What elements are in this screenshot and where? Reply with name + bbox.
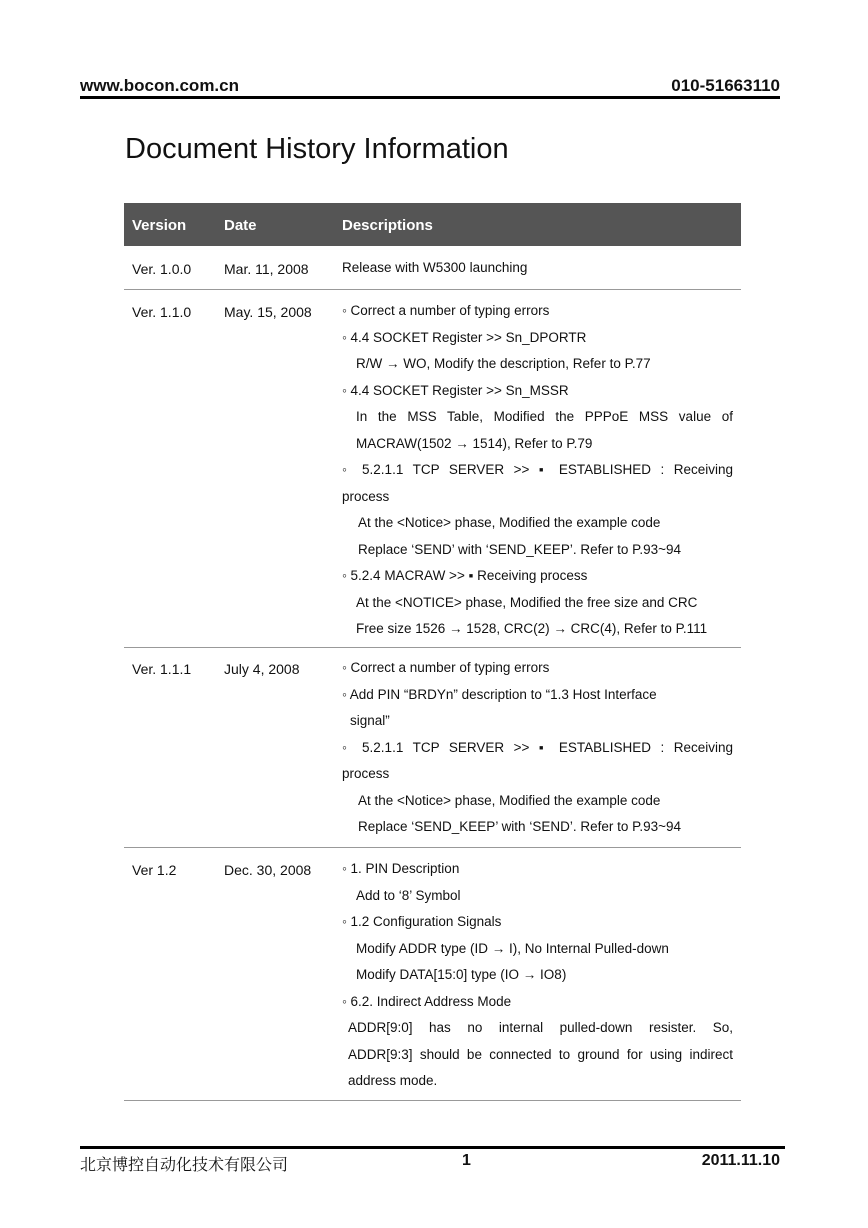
- description-line: ◦ 4.4 SOCKET Register >> Sn_MSSR: [342, 382, 569, 398]
- row-descriptions: [342, 856, 733, 1095]
- column-header-date: Date: [224, 217, 257, 234]
- description-line: ◦ 4.4 SOCKET Register >> Sn_DPORTR: [342, 329, 587, 345]
- description-line: Add to ‘8’ Symbol: [356, 887, 461, 903]
- description-line: process: [342, 766, 390, 781]
- footer-company: 北京博控自动化技术有限公司: [80, 1155, 289, 1174]
- row-version: Ver. 1.1.1: [132, 661, 192, 677]
- row-date: July 4, 2008: [224, 661, 300, 677]
- row-version: Ver 1.2: [132, 862, 177, 878]
- page-title: Document History Information: [125, 133, 509, 165]
- row-divider: [124, 289, 741, 290]
- description-line: signal”: [350, 713, 390, 728]
- description-line: At the <Notice> phase, Modified the example code: [358, 515, 661, 530]
- row-descriptions: [342, 655, 733, 841]
- row-descriptions: [342, 255, 733, 282]
- description-line: ◦ Add PIN “BRDYn” description to “1.3 Host Interface: [342, 686, 657, 702]
- description-line: ◦ 1. PIN Description: [342, 861, 460, 876]
- column-header-version: Version: [132, 217, 187, 234]
- row-divider: [124, 647, 741, 648]
- description-line: ◦ Correct a number of typing errors: [342, 303, 550, 318]
- header-website: www.bocon.com.cn: [80, 76, 239, 95]
- row-divider: [124, 1100, 741, 1101]
- row-date: May. 15, 2008: [224, 304, 312, 320]
- description-line: ◦ 5.2.1.1 TCP SERVER >> ▪ ESTABLISHED : Receiving: [342, 739, 733, 755]
- row-date: Dec. 30, 2008: [224, 862, 312, 878]
- row-descriptions: [342, 298, 733, 643]
- header-phone: 010-51663110: [671, 76, 780, 95]
- description-line: ◦ 6.2. Indirect Address Mode: [342, 993, 512, 1009]
- footer-rule: [80, 1146, 785, 1149]
- description-line: Replace ‘SEND’ with ‘SEND_KEEP’. Refer to P.93~94: [358, 541, 682, 557]
- footer-date: 2011.11.10: [701, 1152, 780, 1169]
- row-version: Ver. 1.0.0: [132, 261, 192, 277]
- column-header-descriptions: Descriptions: [342, 217, 433, 234]
- row-date: Mar. 11, 2008: [224, 261, 309, 277]
- description-line: ◦ 5.2.4 MACRAW >> ▪ Receiving process: [342, 568, 588, 583]
- description-line: ADDR[9:0] has no internal pulled-down resister. So,: [348, 1020, 733, 1035]
- description-line: process: [342, 488, 390, 504]
- page-footer: [80, 1152, 780, 1174]
- description-line: Free size 1526 → 1528, CRC(2) → CRC(4), Refer to P.111: [356, 621, 708, 636]
- description-line: R/W → WO, Modify the description, Refer to P.77: [356, 356, 651, 371]
- description-line: Modify ADDR type (ID → I), No Internal Pulled-down: [356, 940, 669, 956]
- description-line: Release with W5300 launching: [342, 260, 528, 275]
- description-line: ◦ Correct a number of typing errors: [342, 660, 550, 675]
- page-number: 1: [462, 1152, 471, 1169]
- description-line: Modify DATA[15:0] type (IO → IO8): [356, 967, 567, 982]
- table-header: [124, 203, 741, 246]
- description-line: MACRAW(1502 → 1514), Refer to P.79: [356, 435, 593, 451]
- description-line: ◦ 5.2.1.1 TCP SERVER >> ▪ ESTABLISHED : Receiving: [342, 462, 733, 477]
- description-line: At the <NOTICE> phase, Modified the free size and CRC: [356, 594, 698, 610]
- row-divider: [124, 847, 741, 848]
- description-line: ◦ 1.2 Configuration Signals: [342, 914, 502, 929]
- page-header: [80, 76, 780, 98]
- description-line: address mode.: [348, 1073, 438, 1088]
- description-line: ADDR[9:3] should be connected to ground for using indirect: [348, 1046, 733, 1062]
- description-line: Replace ‘SEND_KEEP’ with ‘SEND’. Refer to P.93~94: [358, 819, 682, 834]
- row-version: Ver. 1.1.0: [132, 304, 192, 320]
- description-line: In the MSS Table, Modified the PPPoE MSS value of: [356, 409, 733, 424]
- description-line: At the <Notice> phase, Modified the example code: [358, 792, 661, 808]
- header-rule: [80, 96, 780, 99]
